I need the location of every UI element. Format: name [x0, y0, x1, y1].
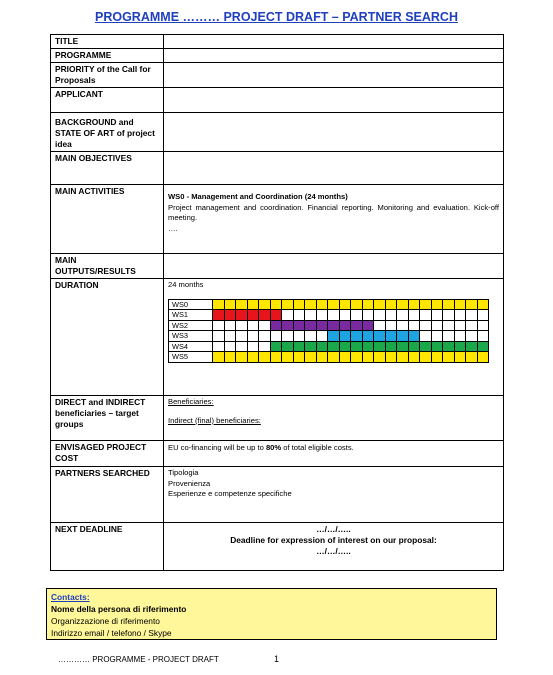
row-partners [51, 467, 504, 523]
gantt-cell [362, 331, 374, 342]
gantt-cell [282, 331, 294, 342]
gantt-cell [339, 320, 351, 331]
value-priority[interactable] [164, 63, 504, 88]
value-duration [164, 279, 504, 396]
gantt-cell [247, 299, 259, 310]
contacts-heading: Contacts: [51, 592, 90, 602]
gantt-cell [328, 331, 340, 342]
page-number: 1 [274, 654, 280, 664]
gantt-cell [374, 320, 386, 331]
value-objectives[interactable] [164, 152, 504, 185]
gantt-row-ws5 [169, 352, 489, 363]
label-activities: MAIN ACTIVITIES [51, 185, 164, 254]
value-deadline[interactable] [164, 523, 504, 571]
gantt-cell [316, 352, 328, 363]
gantt-row-label: WS4 [169, 341, 213, 352]
gantt-cell [282, 299, 294, 310]
gantt-cell [362, 310, 374, 321]
gantt-cell [236, 310, 248, 321]
gantt-cell [397, 299, 409, 310]
gantt-cell [293, 310, 305, 321]
gantt-cell [339, 331, 351, 342]
gantt-cell [477, 310, 489, 321]
value-partners[interactable] [164, 467, 504, 523]
gantt-cell [247, 310, 259, 321]
gantt-row-ws1 [169, 310, 489, 321]
gantt-cell [351, 341, 363, 352]
gantt-cell [408, 352, 420, 363]
gantt-cell [282, 341, 294, 352]
gantt-row-label: WS2 [169, 320, 213, 331]
gantt-cell [339, 341, 351, 352]
gantt-cell [385, 341, 397, 352]
gantt-cell [431, 310, 443, 321]
gantt-cell [466, 341, 478, 352]
gantt-cell [351, 299, 363, 310]
gantt-cell [420, 331, 432, 342]
gantt-cell [328, 310, 340, 321]
gantt-cell [420, 320, 432, 331]
value-outputs[interactable] [164, 254, 504, 279]
gantt-cell [259, 320, 271, 331]
gantt-row-ws3 [169, 331, 489, 342]
gantt-cell [328, 299, 340, 310]
gantt-cell [408, 341, 420, 352]
gantt-cell [270, 310, 282, 321]
gantt-cell [247, 331, 259, 342]
contact-organisation: Organizzazione di riferimento [51, 616, 160, 626]
gantt-cell [477, 352, 489, 363]
gantt-cell [328, 341, 340, 352]
gantt-cell [305, 299, 317, 310]
gantt-cell [270, 341, 282, 352]
gantt-cell [420, 341, 432, 352]
direct-beneficiaries: Beneficiaries: [168, 397, 214, 406]
gantt-cell [362, 352, 374, 363]
gantt-cell [454, 299, 466, 310]
gantt-cell [454, 352, 466, 363]
label-priority: PRIORITY of the Call for Proposals [51, 63, 164, 88]
gantt-cell [247, 352, 259, 363]
gantt-cell [466, 331, 478, 342]
gantt-row-ws0 [169, 299, 489, 310]
gantt-cell [397, 310, 409, 321]
gantt-cell [351, 320, 363, 331]
row-objectives [51, 152, 504, 185]
gantt-cell [259, 310, 271, 321]
gantt-cell [351, 352, 363, 363]
gantt-cell [385, 299, 397, 310]
cost-text-post: of total eligible costs. [281, 443, 354, 452]
gantt-cell [420, 310, 432, 321]
gantt-cell [259, 331, 271, 342]
gantt-cell [397, 331, 409, 342]
label-beneficiaries: DIRECT and INDIRECT beneficiaries – target groups [51, 396, 164, 441]
gantt-cell [213, 341, 225, 352]
gantt-cell [477, 331, 489, 342]
gantt-cell [408, 310, 420, 321]
gantt-cell [431, 341, 443, 352]
gantt-cell [431, 331, 443, 342]
gantt-cell [454, 310, 466, 321]
label-title: TITLE [51, 35, 164, 49]
gantt-cell [270, 299, 282, 310]
gantt-cell [408, 320, 420, 331]
gantt-cell [316, 310, 328, 321]
deadline-date: …/…/….. [316, 524, 351, 534]
gantt-cell [374, 310, 386, 321]
gantt-cell [385, 352, 397, 363]
gantt-cell [454, 320, 466, 331]
gantt-cell [293, 341, 305, 352]
value-applicant[interactable] [164, 88, 504, 113]
gantt-cell [236, 320, 248, 331]
gantt-cell [224, 310, 236, 321]
gantt-cell [339, 352, 351, 363]
gantt-row-ws2 [169, 320, 489, 331]
gantt-cell [351, 310, 363, 321]
gantt-cell [316, 331, 328, 342]
activities-ellipsis: …. [168, 223, 178, 233]
gantt-cell [454, 341, 466, 352]
gantt-cell [420, 352, 432, 363]
partner-skills: Esperienze e competenze specifiche [168, 489, 292, 498]
gantt-cell [282, 352, 294, 363]
label-duration: DURATION [51, 279, 164, 396]
row-beneficiaries [51, 396, 504, 441]
contact-info: Indirizzo email / telefono / Skype [51, 628, 172, 638]
gantt-cell [454, 331, 466, 342]
gantt-cell [236, 331, 248, 342]
gantt-cell [408, 299, 420, 310]
label-applicant: APPLICANT [51, 88, 164, 113]
gantt-cell [328, 320, 340, 331]
project-form-table [50, 34, 504, 571]
row-cost [51, 441, 504, 467]
gantt-cell [466, 352, 478, 363]
gantt-cell [397, 352, 409, 363]
gantt-cell [443, 299, 455, 310]
gantt-cell [305, 320, 317, 331]
row-duration [51, 279, 504, 396]
gantt-cell [305, 310, 317, 321]
gantt-cell [270, 320, 282, 331]
value-programme[interactable] [164, 49, 504, 63]
gantt-cell [466, 320, 478, 331]
gantt-cell [259, 341, 271, 352]
gantt-cell [362, 320, 374, 331]
gantt-cell [374, 299, 386, 310]
gantt-cell [293, 331, 305, 342]
gantt-chart [168, 299, 489, 364]
row-background [51, 113, 504, 152]
gantt-cell [339, 299, 351, 310]
value-title[interactable] [164, 35, 504, 49]
indirect-beneficiaries: Indirect (final) beneficiaries: [168, 415, 261, 425]
row-outputs [51, 254, 504, 279]
cost-percent: 80% [265, 443, 282, 452]
gantt-row-label: WS0 [169, 299, 213, 310]
gantt-cell [443, 331, 455, 342]
gantt-cell [316, 299, 328, 310]
gantt-cell [305, 352, 317, 363]
gantt-cell [270, 352, 282, 363]
gantt-cell [374, 331, 386, 342]
label-deadline: NEXT DEADLINE [51, 523, 164, 571]
label-cost: ENVISAGED PROJECT COST [51, 441, 164, 467]
gantt-cell [282, 320, 294, 331]
gantt-cell [374, 352, 386, 363]
gantt-cell [328, 352, 340, 363]
gantt-cell [397, 341, 409, 352]
gantt-cell [259, 352, 271, 363]
gantt-cell [224, 341, 236, 352]
gantt-cell [339, 310, 351, 321]
gantt-cell [247, 320, 259, 331]
gantt-cell [385, 320, 397, 331]
gantt-cell [213, 331, 225, 342]
label-outputs: MAIN OUTPUTS/RESULTS [51, 254, 164, 279]
value-activities[interactable] [164, 185, 504, 254]
gantt-cell [224, 352, 236, 363]
gantt-cell [362, 341, 374, 352]
gantt-row-ws4 [169, 341, 489, 352]
label-objectives: MAIN OBJECTIVES [51, 152, 164, 185]
gantt-cell [477, 299, 489, 310]
ws0-description: Project management and coordination. Financial reporting. Monitoring and evaluation. Kick-off meeting. [168, 202, 499, 222]
contact-name: Nome della persona di riferimento [51, 604, 187, 614]
gantt-cell [236, 299, 248, 310]
cost-text-pre: EU co-financing will be up to [168, 443, 266, 452]
gantt-cell [443, 352, 455, 363]
deadline-text: Deadline for expression of interest on our proposal: [230, 535, 437, 545]
footer-text: ………… PROGRAMME - PROJECT DRAFT [58, 655, 219, 664]
gantt-row-label: WS5 [169, 352, 213, 363]
gantt-cell [420, 299, 432, 310]
gantt-row-label: WS3 [169, 331, 213, 342]
gantt-cell [247, 341, 259, 352]
gantt-cell [385, 331, 397, 342]
gantt-cell [293, 352, 305, 363]
value-beneficiaries[interactable] [164, 396, 504, 441]
gantt-cell [443, 341, 455, 352]
row-deadline [51, 523, 504, 571]
gantt-cell [443, 320, 455, 331]
gantt-cell [293, 320, 305, 331]
gantt-cell [431, 299, 443, 310]
row-priority [51, 63, 504, 88]
gantt-cell [224, 299, 236, 310]
gantt-cell [224, 331, 236, 342]
label-programme: PROGRAMME [51, 49, 164, 63]
gantt-cell [431, 320, 443, 331]
gantt-cell [316, 341, 328, 352]
value-cost[interactable] [164, 441, 504, 467]
gantt-cell [477, 320, 489, 331]
gantt-cell [236, 341, 248, 352]
value-background[interactable] [164, 113, 504, 152]
gantt-cell [385, 310, 397, 321]
gantt-cell [213, 320, 225, 331]
gantt-cell [305, 331, 317, 342]
gantt-cell [259, 299, 271, 310]
contacts-box [46, 588, 497, 640]
gantt-cell [316, 320, 328, 331]
gantt-cell [213, 352, 225, 363]
gantt-cell [374, 341, 386, 352]
gantt-cell [477, 341, 489, 352]
gantt-cell [466, 299, 478, 310]
gantt-cell [270, 331, 282, 342]
gantt-cell [213, 310, 225, 321]
gantt-cell [282, 310, 294, 321]
gantt-cell [351, 331, 363, 342]
gantt-cell [397, 320, 409, 331]
deadline-eoi-date: …/…/….. [316, 546, 351, 556]
gantt-cell [431, 352, 443, 363]
row-applicant [51, 88, 504, 113]
page-title: PROGRAMME ……… PROJECT DRAFT – PARTNER SEARCH [95, 10, 458, 24]
gantt-cell [213, 299, 225, 310]
gantt-cell [305, 341, 317, 352]
gantt-cell [236, 352, 248, 363]
label-background: BACKGROUND and STATE OF ART of project idea [51, 113, 164, 152]
row-programme [51, 49, 504, 63]
gantt-cell [362, 299, 374, 310]
gantt-cell [443, 310, 455, 321]
row-title [51, 35, 504, 49]
gantt-cell [466, 310, 478, 321]
duration-text: 24 months [168, 280, 204, 289]
ws0-title: WS0 - Management and Coordination (24 months) [168, 192, 348, 201]
gantt-row-label: WS1 [169, 310, 213, 321]
gantt-cell [408, 331, 420, 342]
label-partners: PARTNERS SEARCHED [51, 467, 164, 523]
row-activities [51, 185, 504, 254]
gantt-cell [224, 320, 236, 331]
gantt-cell [293, 299, 305, 310]
partner-type: Tipologia [168, 468, 199, 477]
partner-origin: Provenienza [168, 478, 211, 488]
